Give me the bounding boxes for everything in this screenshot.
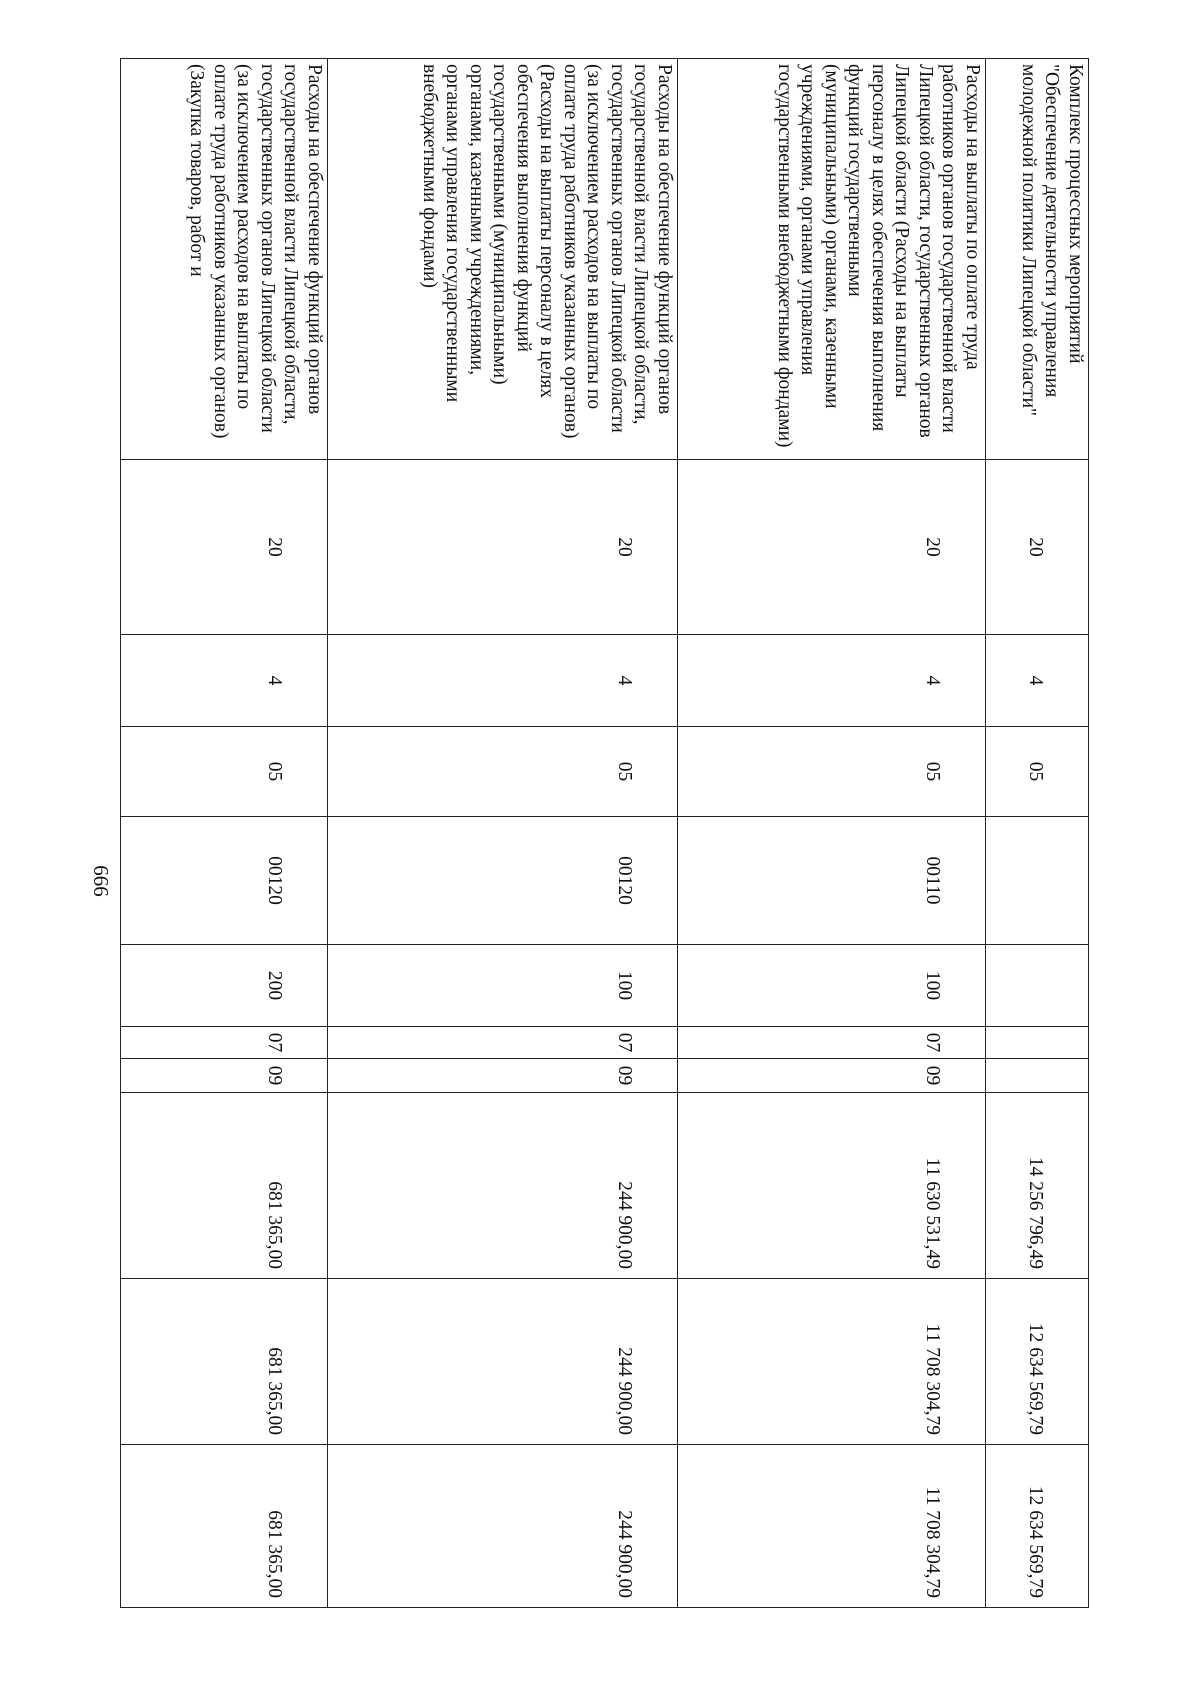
expense-type-code: 200	[121, 945, 328, 1027]
subprogram-type-code: 4	[328, 635, 678, 727]
amount-year-1: 681 365,00	[121, 1093, 328, 1279]
direction-code	[986, 817, 1089, 945]
amount-year-2: 11 708 304,79	[678, 1279, 986, 1445]
table-row	[328, 59, 678, 1608]
row-name: Расходы на обеспечение функций органов государственной власти Липецкой области, государственных органов Липецкой области (за исключением расходов на выплаты по оплате труда работников указанных органов) (Закупка товаров, работ и	[121, 59, 328, 460]
expense-type-code	[986, 945, 1089, 1027]
section-code	[986, 1027, 1089, 1059]
amount-year-2: 12 634 569,79	[986, 1279, 1089, 1445]
subsection-code: 09	[328, 1059, 678, 1093]
direction-code: 00110	[678, 817, 986, 945]
amount-year-2: 244 900,00	[328, 1279, 678, 1445]
direction-code: 00120	[121, 817, 328, 945]
amount-year-2: 681 365,00	[121, 1279, 328, 1445]
activity-code: 05	[678, 727, 986, 817]
row-name: Расходы на выплаты по оплате труда работников органов государственной власти Липецкой области, государственных органов Липецкой области (Расходы на выплаты персоналу в целях обеспечения выполнения функций государственными (муниципальными) органами, казенными учреждениями, органами управления государственными внебюджетными фондами)	[678, 59, 986, 460]
page-number: 666	[89, 865, 113, 897]
amount-year-3: 681 365,00	[121, 1445, 328, 1608]
program-code: 20	[986, 460, 1089, 635]
program-code: 20	[678, 460, 986, 635]
subsection-code: 09	[678, 1059, 986, 1093]
program-code: 20	[121, 460, 328, 635]
amount-year-1: 11 630 531,49	[678, 1093, 986, 1279]
activity-code: 05	[986, 727, 1089, 817]
section-code: 07	[328, 1027, 678, 1059]
row-name: Расходы на обеспечение функций органов государственной власти Липецкой области, государственных органов Липецкой области (за исключением расходов на выплаты по оплате труда работников указанных органов) (Расходы на выплаты персоналу в целях обеспечения выполнения функций государственными (муниципальными) органами, казенными учреждениями, органами управления государственными внебюджетными фондами)	[328, 59, 678, 460]
expense-type-code: 100	[328, 945, 678, 1027]
activity-code: 05	[121, 727, 328, 817]
table-row	[986, 59, 1089, 1608]
subprogram-type-code: 4	[678, 635, 986, 727]
table-row	[121, 59, 328, 1608]
amount-year-3: 12 634 569,79	[986, 1445, 1089, 1608]
amount-year-3: 244 900,00	[328, 1445, 678, 1608]
section-code: 07	[678, 1027, 986, 1059]
section-code: 07	[121, 1027, 328, 1059]
subprogram-type-code: 4	[121, 635, 328, 727]
row-name: Комплекс процессных мероприятий "Обеспечение деятельности управления молодежной политики Липецкой области"	[986, 59, 1089, 460]
amount-year-1: 244 900,00	[328, 1093, 678, 1279]
budget-table	[120, 58, 1089, 1608]
amount-year-3: 11 708 304,79	[678, 1445, 986, 1608]
subsection-code: 09	[121, 1059, 328, 1093]
subprogram-type-code: 4	[986, 635, 1089, 727]
expense-type-code: 100	[678, 945, 986, 1027]
direction-code: 00120	[328, 817, 678, 945]
subsection-code	[986, 1059, 1089, 1093]
amount-year-1: 14 256 796,49	[986, 1093, 1089, 1279]
activity-code: 05	[328, 727, 678, 817]
table-row	[678, 59, 986, 1608]
program-code: 20	[328, 460, 678, 635]
rotated-page-content	[121, 58, 1089, 1607]
